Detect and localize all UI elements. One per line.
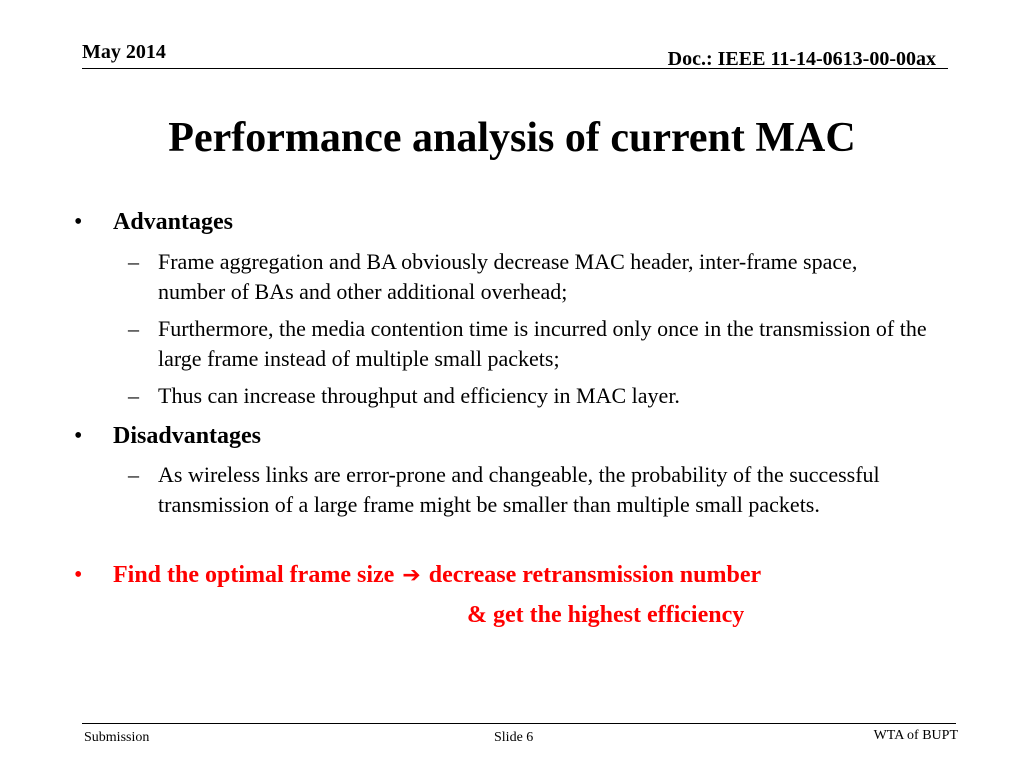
dash-icon: – (128, 462, 139, 487)
bullet-label: Disadvantages (113, 423, 262, 449)
footer-slide-number: Slide 6 (494, 730, 534, 745)
sub-item-text: Frame aggregation and BA obviously decrease MAC header, inter-frame space, number of BAs and other additional overhead; (158, 249, 858, 304)
bullet-dot-icon: • (74, 423, 83, 449)
conclusion-part-1: Find the optimal frame size (113, 562, 395, 588)
dash-icon: – (128, 249, 139, 274)
conclusion-line-2: & get the highest efficiency (467, 602, 745, 628)
sub-item-text: Furthermore, the media contention time is incurred only once in the transmission of the large frame instead of multiple small packets; (158, 316, 927, 371)
dash-icon: – (128, 316, 139, 341)
slide-title: Performance analysis of current MAC (168, 115, 856, 161)
header-doc-id: Doc.: IEEE 11-14-0613-00-00ax (667, 48, 936, 70)
header-date: May 2014 (82, 41, 166, 63)
sub-item-text: Thus can increase throughput and efficiency in MAC layer. (158, 383, 680, 408)
bullet-label: Advantages (113, 209, 234, 235)
conclusion-line-1 (113, 560, 761, 591)
sub-item-text: As wireless links are error-prone and changeable, the probability of the successful transmission of a large frame might be smaller than multiple small packets. (158, 462, 880, 517)
bullet-dot-icon: • (74, 209, 83, 235)
bullet-dot-icon: • (74, 562, 83, 588)
header-divider (82, 68, 948, 69)
dash-icon: – (128, 383, 139, 408)
footer-divider (82, 723, 956, 724)
footer-submission: Submission (84, 730, 150, 745)
footer-organization: WTA of BUPT (873, 728, 958, 743)
right-arrow-icon: ➔ (402, 563, 421, 588)
conclusion-part-2: decrease retransmission number (428, 562, 762, 588)
